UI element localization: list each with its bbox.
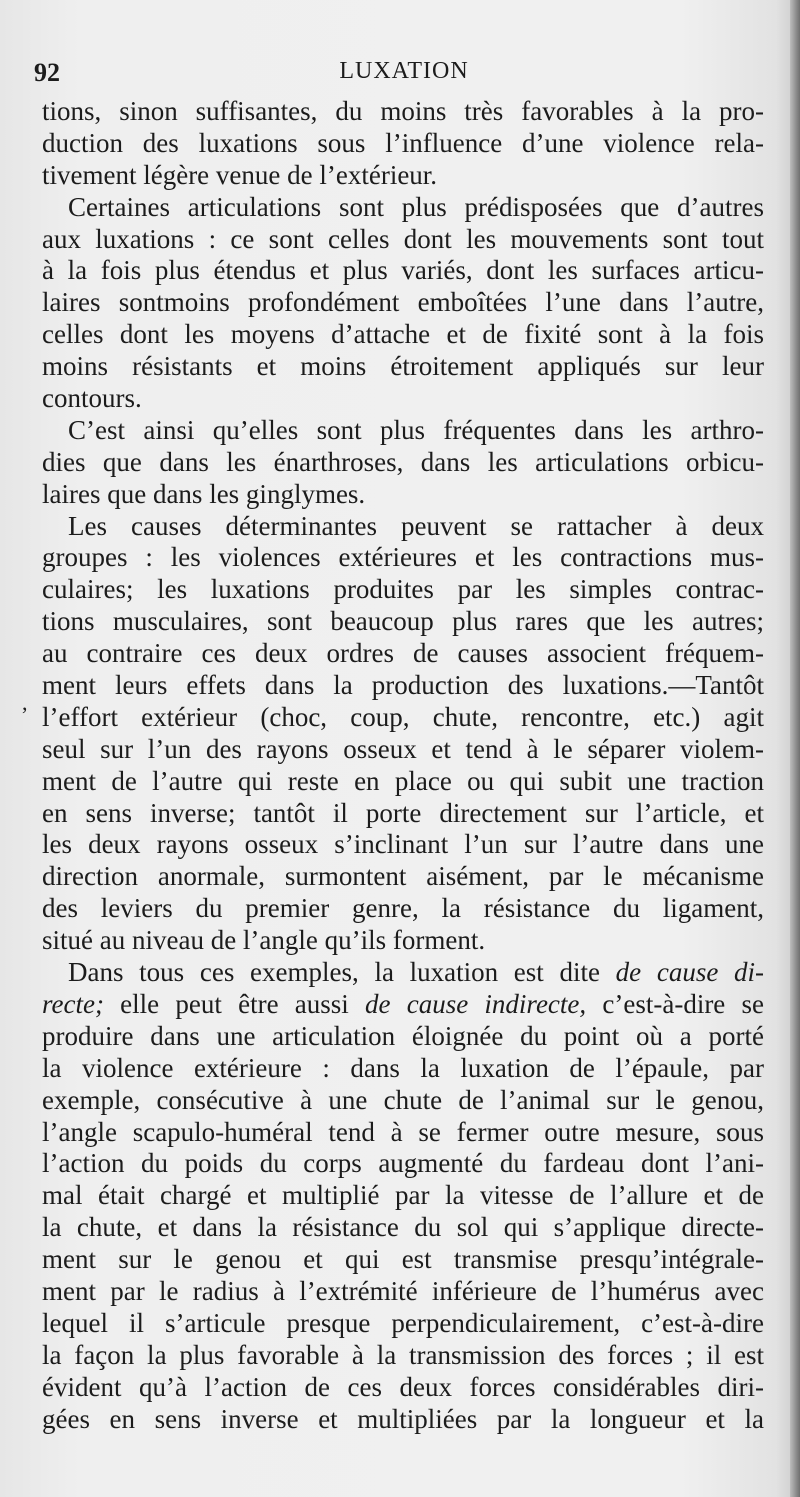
text-line [42, 1404, 764, 1436]
line-text: duction des luxations sous l’influence d’une violence rela- [42, 127, 764, 158]
text-line [42, 1085, 764, 1117]
line-text: tivement légère venue de l’extérieur. [42, 159, 438, 190]
text-line [42, 829, 764, 861]
line-text: les deux rayons osseux s’inclinant l’un sur l’autre dans une [42, 829, 764, 860]
page-number: 92 [34, 58, 60, 87]
line-text: mal était chargé et multiplié par la vitesse de l’allure et de [42, 1180, 764, 1211]
line-text: contours. [42, 383, 142, 414]
text-line [42, 1180, 764, 1212]
text-line [42, 1276, 764, 1308]
text-line [42, 989, 764, 1021]
line-text: celles dont les moyens d’attache et de fixité sont à la fois [42, 319, 764, 350]
line-text: laires sontmoins profondément emboîtées l’une dans l’autre, [42, 287, 764, 318]
line-text: la façon la plus favorable à la transmission des forces ; il est [42, 1339, 764, 1370]
text-line [42, 1117, 764, 1149]
text-line [42, 957, 764, 989]
line-text: des leviers du premier genre, la résistance du ligament, [42, 893, 764, 924]
text-line [42, 861, 764, 893]
text-line [42, 224, 764, 256]
italic-text: de cause indirecte, [365, 988, 587, 1019]
text-line [42, 542, 764, 574]
text-line [42, 925, 764, 957]
line-text: ment par le radius à l’extrémité inférieure de l’humérus avec [42, 1275, 764, 1306]
italic-text: de cause di- [615, 957, 764, 988]
margin-mark: , [22, 690, 28, 715]
text-line [42, 670, 764, 702]
line-text: produire dans une articulation éloignée du point où a porté [42, 1020, 764, 1051]
text-line [42, 415, 764, 447]
text-line [42, 734, 764, 766]
line-text: tions musculaires, sont beaucoup plus rares que les autres; [42, 606, 764, 637]
line-text: Dans tous ces exemples, la luxation est dite [68, 957, 616, 988]
text-line [42, 798, 764, 830]
text-line [42, 319, 764, 351]
text-line [42, 255, 764, 287]
text-line [42, 574, 764, 606]
line-text: C’est ainsi qu’elles sont plus fréquentes dans les arthro- [68, 414, 764, 445]
page-edge-shadow [790, 0, 800, 1497]
text-line [42, 287, 764, 319]
text-line [42, 192, 764, 224]
line-text: l’effort extérieur (choc, coup, chute, rencontre, etc.) agit [42, 701, 764, 732]
text-line [42, 1021, 764, 1053]
text-line [42, 479, 764, 511]
line-text: situé au niveau de l’angle qu’ils forment. [42, 925, 486, 956]
line-text: au contraire ces deux ordres de causes associent fréquem- [42, 638, 764, 669]
italic-text: recte; [42, 988, 104, 1019]
line-text: groupes : les violences extérieures et les contractions mus- [42, 542, 764, 573]
running-title: LUXATION [339, 58, 469, 84]
line-text: ment sur le genou et qui est transmise presqu’intégrale- [42, 1244, 764, 1275]
line-text: dies que dans les énarthroses, dans les articulations orbicu- [42, 446, 764, 477]
line-text: laires que dans les ginglymes. [42, 478, 366, 509]
line-text: direction anormale, surmontent aisément, par le mécanisme [42, 861, 764, 892]
line-text: moins résistants et moins étroitement appliqués sur leur [42, 351, 764, 382]
line-text: la chute, et dans la résistance du sol qui s’applique directe- [42, 1212, 764, 1243]
text-line [42, 702, 764, 734]
line-text: à la fois plus étendus et plus variés, dont les surfaces articu- [42, 255, 764, 286]
line-text: elle peut être aussi [103, 988, 366, 1019]
line-text: aux luxations : ce sont celles dont les mouvements sont tout [42, 223, 764, 254]
text-line [42, 96, 764, 128]
line-text: ment leurs effets dans la production des luxations.—Tantôt [42, 670, 764, 701]
line-text: gées en sens inverse et multipliées par la longueur et la [42, 1403, 764, 1434]
line-text: culaires; les luxations produites par les simples contrac- [42, 574, 764, 605]
text-line [42, 1244, 764, 1276]
line-text: c’est-à-dire se [586, 988, 764, 1019]
text-line [42, 511, 764, 543]
text-line [42, 1053, 764, 1085]
line-text: Les causes déterminantes peuvent se rattacher à deux [68, 510, 764, 541]
text-line [42, 1372, 764, 1404]
text-line [42, 893, 764, 925]
text-line [42, 447, 764, 479]
text-line [42, 128, 764, 160]
text-line [42, 1340, 764, 1372]
text-line [42, 1212, 764, 1244]
text-line [42, 638, 764, 670]
text-line [42, 1308, 764, 1340]
line-text: la violence extérieure : dans la luxation de l’épaule, par [42, 1052, 764, 1083]
text-line [42, 1148, 764, 1180]
line-text: en sens inverse; tantôt il porte directement sur l’article, et [42, 797, 764, 828]
text-line [42, 383, 764, 415]
line-text: tions, sinon suffisantes, du moins très favorables à la pro- [42, 96, 764, 126]
line-text: lequel il s’articule presque perpendiculairement, c’est-à-dire [42, 1307, 764, 1338]
line-text: évident qu’à l’action de ces deux forces considérables diri- [42, 1371, 764, 1402]
text-line [42, 766, 764, 798]
text-line [42, 606, 764, 638]
text-line [42, 160, 764, 192]
text-line [42, 351, 764, 383]
line-text: ment de l’autre qui reste en place ou qui subit une traction [42, 765, 764, 796]
line-text: Certaines articulations sont plus prédisposées que d’autres [68, 191, 764, 222]
line-text: exemple, consécutive à une chute de l’animal sur le genou, [42, 1084, 764, 1115]
line-text: l’angle scapulo-huméral tend à se fermer outre mesure, sous [42, 1116, 764, 1147]
line-text: seul sur l’un des rayons osseux et tend à le séparer violem- [42, 733, 764, 764]
page-header [34, 54, 774, 88]
line-text: l’action du poids du corps augmenté du fardeau dont l’ani- [42, 1148, 764, 1179]
body-text [42, 96, 764, 1435]
